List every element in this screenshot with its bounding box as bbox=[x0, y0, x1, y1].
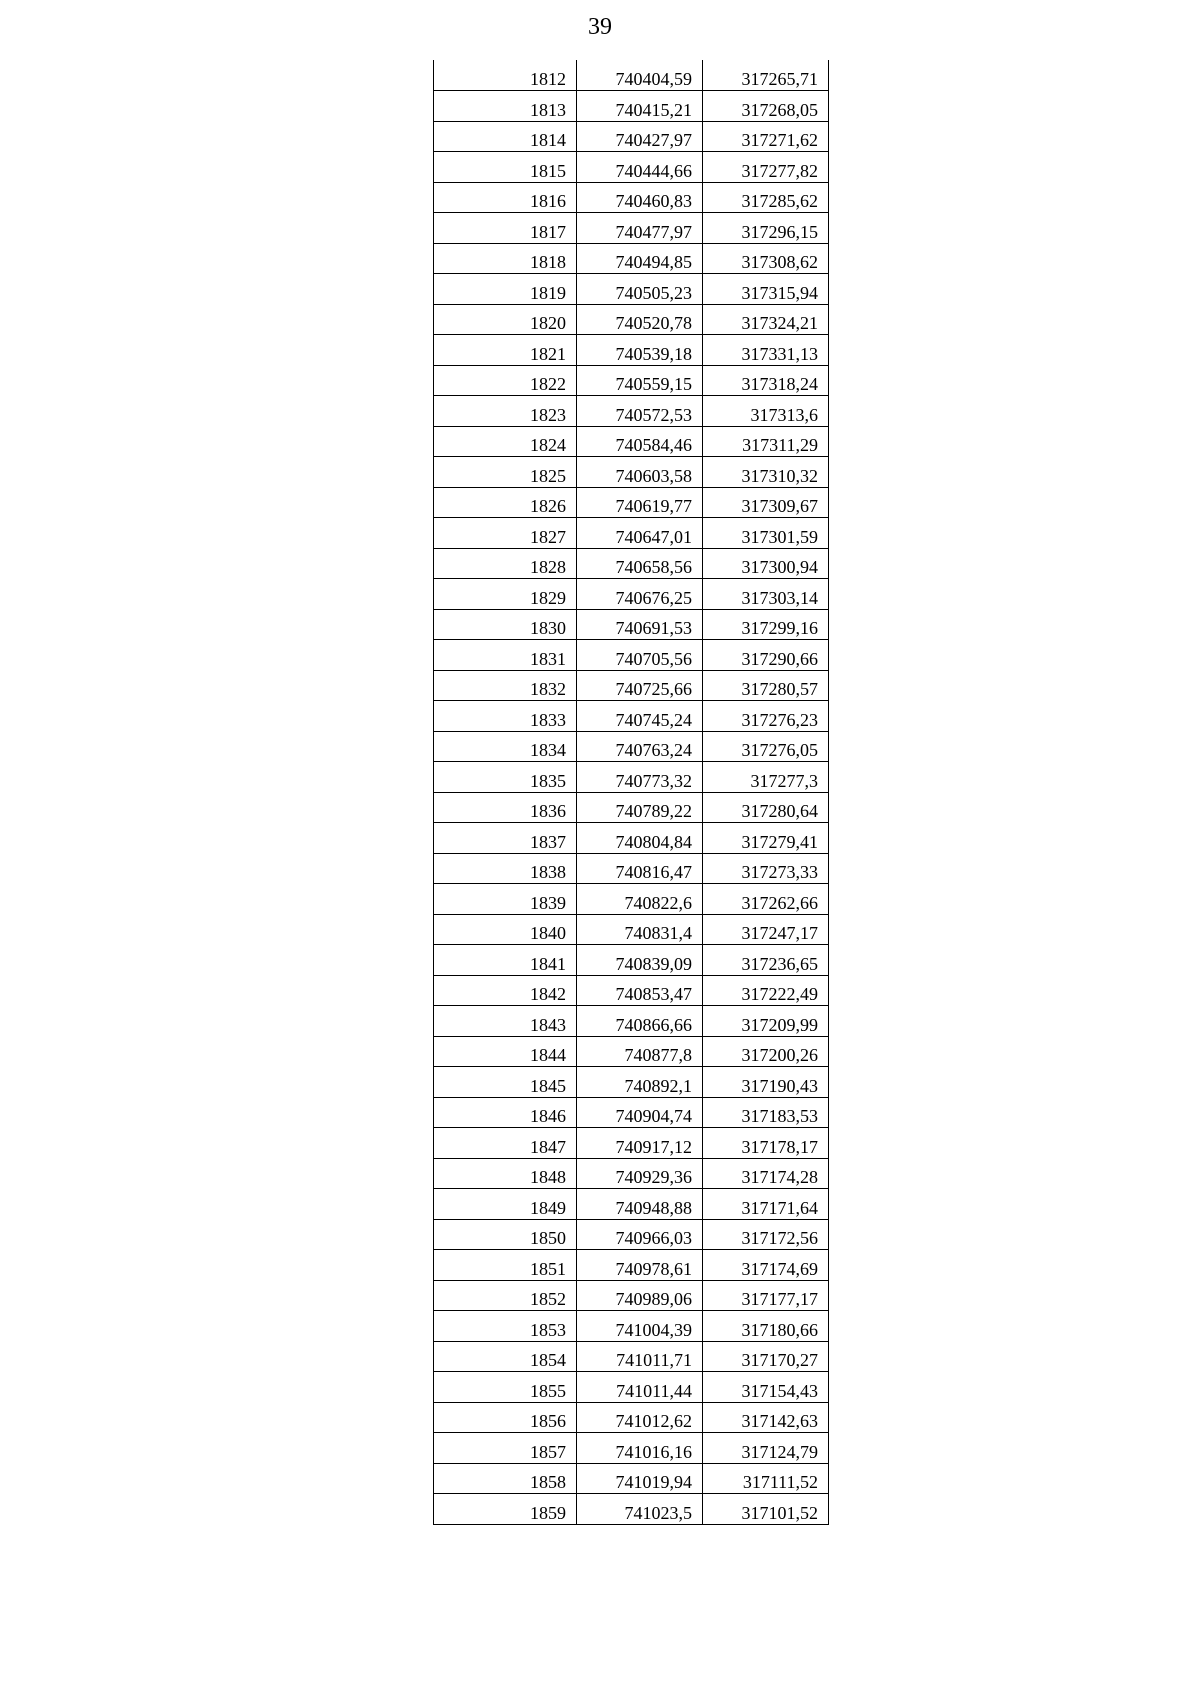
y-coordinate-cell: 317276,23 bbox=[703, 701, 829, 732]
y-coordinate-cell: 317280,57 bbox=[703, 670, 829, 701]
table-row bbox=[434, 731, 829, 762]
y-coordinate-cell: 317200,26 bbox=[703, 1036, 829, 1067]
x-coordinate-cell: 740789,22 bbox=[577, 792, 703, 823]
point-number-cell: 1815 bbox=[434, 152, 577, 183]
table-row bbox=[434, 1372, 829, 1403]
table-row bbox=[434, 1280, 829, 1311]
x-coordinate-cell: 740839,09 bbox=[577, 945, 703, 976]
table-row bbox=[434, 426, 829, 457]
x-coordinate-cell: 740816,47 bbox=[577, 853, 703, 884]
x-coordinate-cell: 740647,01 bbox=[577, 518, 703, 549]
table-row bbox=[434, 1463, 829, 1494]
x-coordinate-cell: 740773,32 bbox=[577, 762, 703, 793]
point-number-cell: 1853 bbox=[434, 1311, 577, 1342]
y-coordinate-cell: 317174,69 bbox=[703, 1250, 829, 1281]
point-number-cell: 1828 bbox=[434, 548, 577, 579]
y-coordinate-cell: 317303,14 bbox=[703, 579, 829, 610]
table-row bbox=[434, 853, 829, 884]
point-number-cell: 1831 bbox=[434, 640, 577, 671]
point-number-cell: 1835 bbox=[434, 762, 577, 793]
x-coordinate-cell: 740892,1 bbox=[577, 1067, 703, 1098]
x-coordinate-cell: 740853,47 bbox=[577, 975, 703, 1006]
table-row bbox=[434, 914, 829, 945]
y-coordinate-cell: 317285,62 bbox=[703, 182, 829, 213]
point-number-cell: 1858 bbox=[434, 1463, 577, 1494]
point-number-cell: 1855 bbox=[434, 1372, 577, 1403]
x-coordinate-cell: 741019,94 bbox=[577, 1463, 703, 1494]
x-coordinate-cell: 740725,66 bbox=[577, 670, 703, 701]
table-row bbox=[434, 396, 829, 427]
point-number-cell: 1856 bbox=[434, 1402, 577, 1433]
table-row bbox=[434, 121, 829, 152]
y-coordinate-cell: 317247,17 bbox=[703, 914, 829, 945]
point-number-cell: 1834 bbox=[434, 731, 577, 762]
point-number-cell: 1838 bbox=[434, 853, 577, 884]
x-coordinate-cell: 740804,84 bbox=[577, 823, 703, 854]
x-coordinate-cell: 740989,06 bbox=[577, 1280, 703, 1311]
y-coordinate-cell: 317178,17 bbox=[703, 1128, 829, 1159]
table-row bbox=[434, 1189, 829, 1220]
table-row bbox=[434, 548, 829, 579]
x-coordinate-cell: 741011,44 bbox=[577, 1372, 703, 1403]
point-number-cell: 1846 bbox=[434, 1097, 577, 1128]
y-coordinate-cell: 317170,27 bbox=[703, 1341, 829, 1372]
x-coordinate-cell: 740676,25 bbox=[577, 579, 703, 610]
y-coordinate-cell: 317276,05 bbox=[703, 731, 829, 762]
page-number: 39 bbox=[588, 14, 612, 40]
x-coordinate-cell: 740917,12 bbox=[577, 1128, 703, 1159]
table-row bbox=[434, 1494, 829, 1525]
x-coordinate-cell: 741023,5 bbox=[577, 1494, 703, 1525]
table-row bbox=[434, 1158, 829, 1189]
y-coordinate-cell: 317177,17 bbox=[703, 1280, 829, 1311]
y-coordinate-cell: 317290,66 bbox=[703, 640, 829, 671]
x-coordinate-cell: 740603,58 bbox=[577, 457, 703, 488]
point-number-cell: 1813 bbox=[434, 91, 577, 122]
point-number-cell: 1814 bbox=[434, 121, 577, 152]
point-number-cell: 1823 bbox=[434, 396, 577, 427]
x-coordinate-cell: 740572,53 bbox=[577, 396, 703, 427]
x-coordinate-cell: 741016,16 bbox=[577, 1433, 703, 1464]
point-number-cell: 1822 bbox=[434, 365, 577, 396]
point-number-cell: 1826 bbox=[434, 487, 577, 518]
point-number-cell: 1852 bbox=[434, 1280, 577, 1311]
table-row bbox=[434, 762, 829, 793]
x-coordinate-cell: 740904,74 bbox=[577, 1097, 703, 1128]
y-coordinate-cell: 317324,21 bbox=[703, 304, 829, 335]
y-coordinate-cell: 317313,6 bbox=[703, 396, 829, 427]
y-coordinate-cell: 317222,49 bbox=[703, 975, 829, 1006]
x-coordinate-cell: 740763,24 bbox=[577, 731, 703, 762]
x-coordinate-cell: 740966,03 bbox=[577, 1219, 703, 1250]
point-number-cell: 1824 bbox=[434, 426, 577, 457]
x-coordinate-cell: 740978,61 bbox=[577, 1250, 703, 1281]
table-row bbox=[434, 1402, 829, 1433]
table-row bbox=[434, 945, 829, 976]
x-coordinate-cell: 740929,36 bbox=[577, 1158, 703, 1189]
y-coordinate-cell: 317209,99 bbox=[703, 1006, 829, 1037]
point-number-cell: 1857 bbox=[434, 1433, 577, 1464]
table-row bbox=[434, 670, 829, 701]
y-coordinate-cell: 317299,16 bbox=[703, 609, 829, 640]
y-coordinate-cell: 317301,59 bbox=[703, 518, 829, 549]
x-coordinate-cell: 740658,56 bbox=[577, 548, 703, 579]
point-number-cell: 1843 bbox=[434, 1006, 577, 1037]
point-number-cell: 1842 bbox=[434, 975, 577, 1006]
table-row bbox=[434, 609, 829, 640]
point-number-cell: 1819 bbox=[434, 274, 577, 305]
y-coordinate-cell: 317315,94 bbox=[703, 274, 829, 305]
y-coordinate-cell: 317142,63 bbox=[703, 1402, 829, 1433]
point-number-cell: 1817 bbox=[434, 213, 577, 244]
y-coordinate-cell: 317331,13 bbox=[703, 335, 829, 366]
y-coordinate-cell: 317277,3 bbox=[703, 762, 829, 793]
x-coordinate-cell: 740415,21 bbox=[577, 91, 703, 122]
table-row bbox=[434, 335, 829, 366]
y-coordinate-cell: 317183,53 bbox=[703, 1097, 829, 1128]
point-number-cell: 1839 bbox=[434, 884, 577, 915]
y-coordinate-cell: 317174,28 bbox=[703, 1158, 829, 1189]
point-number-cell: 1816 bbox=[434, 182, 577, 213]
table-row bbox=[434, 640, 829, 671]
y-coordinate-cell: 317154,43 bbox=[703, 1372, 829, 1403]
y-coordinate-cell: 317262,66 bbox=[703, 884, 829, 915]
x-coordinate-cell: 740520,78 bbox=[577, 304, 703, 335]
point-number-cell: 1850 bbox=[434, 1219, 577, 1250]
table-row bbox=[434, 975, 829, 1006]
y-coordinate-cell: 317300,94 bbox=[703, 548, 829, 579]
y-coordinate-cell: 317171,64 bbox=[703, 1189, 829, 1220]
x-coordinate-cell: 740505,23 bbox=[577, 274, 703, 305]
x-coordinate-cell: 740619,77 bbox=[577, 487, 703, 518]
x-coordinate-cell: 740948,88 bbox=[577, 1189, 703, 1220]
y-coordinate-cell: 317101,52 bbox=[703, 1494, 829, 1525]
table-row bbox=[434, 1006, 829, 1037]
table-row bbox=[434, 304, 829, 335]
table-row bbox=[434, 579, 829, 610]
point-number-cell: 1845 bbox=[434, 1067, 577, 1098]
y-coordinate-cell: 317273,33 bbox=[703, 853, 829, 884]
table-row bbox=[434, 1341, 829, 1372]
y-coordinate-cell: 317180,66 bbox=[703, 1311, 829, 1342]
table-row bbox=[434, 152, 829, 183]
point-number-cell: 1827 bbox=[434, 518, 577, 549]
y-coordinate-cell: 317268,05 bbox=[703, 91, 829, 122]
table-row bbox=[434, 1036, 829, 1067]
point-number-cell: 1841 bbox=[434, 945, 577, 976]
x-coordinate-cell: 740477,97 bbox=[577, 213, 703, 244]
table-row bbox=[434, 213, 829, 244]
table-row bbox=[434, 1128, 829, 1159]
y-coordinate-cell: 317296,15 bbox=[703, 213, 829, 244]
x-coordinate-cell: 740404,59 bbox=[577, 60, 703, 91]
table-row bbox=[434, 487, 829, 518]
y-coordinate-cell: 317318,24 bbox=[703, 365, 829, 396]
x-coordinate-cell: 740584,46 bbox=[577, 426, 703, 457]
point-number-cell: 1837 bbox=[434, 823, 577, 854]
point-number-cell: 1818 bbox=[434, 243, 577, 274]
y-coordinate-cell: 317124,79 bbox=[703, 1433, 829, 1464]
y-coordinate-cell: 317280,64 bbox=[703, 792, 829, 823]
table-row bbox=[434, 457, 829, 488]
table-row bbox=[434, 243, 829, 274]
table-row bbox=[434, 1219, 829, 1250]
y-coordinate-cell: 317111,52 bbox=[703, 1463, 829, 1494]
table-row bbox=[434, 365, 829, 396]
point-number-cell: 1848 bbox=[434, 1158, 577, 1189]
x-coordinate-cell: 740745,24 bbox=[577, 701, 703, 732]
coordinates-table bbox=[433, 60, 829, 1525]
point-number-cell: 1830 bbox=[434, 609, 577, 640]
y-coordinate-cell: 317311,29 bbox=[703, 426, 829, 457]
x-coordinate-cell: 740705,56 bbox=[577, 640, 703, 671]
coordinates-table-body bbox=[434, 60, 829, 1524]
point-number-cell: 1820 bbox=[434, 304, 577, 335]
table-row bbox=[434, 1311, 829, 1342]
table-row bbox=[434, 60, 829, 91]
x-coordinate-cell: 741011,71 bbox=[577, 1341, 703, 1372]
y-coordinate-cell: 317190,43 bbox=[703, 1067, 829, 1098]
point-number-cell: 1812 bbox=[434, 60, 577, 91]
point-number-cell: 1832 bbox=[434, 670, 577, 701]
table-row bbox=[434, 1067, 829, 1098]
point-number-cell: 1844 bbox=[434, 1036, 577, 1067]
x-coordinate-cell: 740444,66 bbox=[577, 152, 703, 183]
y-coordinate-cell: 317236,65 bbox=[703, 945, 829, 976]
table-row bbox=[434, 701, 829, 732]
x-coordinate-cell: 740691,53 bbox=[577, 609, 703, 640]
table-row bbox=[434, 1097, 829, 1128]
x-coordinate-cell: 740877,8 bbox=[577, 1036, 703, 1067]
point-number-cell: 1859 bbox=[434, 1494, 577, 1525]
table-row bbox=[434, 1250, 829, 1281]
point-number-cell: 1829 bbox=[434, 579, 577, 610]
x-coordinate-cell: 740822,6 bbox=[577, 884, 703, 915]
point-number-cell: 1836 bbox=[434, 792, 577, 823]
table-row bbox=[434, 823, 829, 854]
y-coordinate-cell: 317308,62 bbox=[703, 243, 829, 274]
table-row bbox=[434, 792, 829, 823]
y-coordinate-cell: 317309,67 bbox=[703, 487, 829, 518]
y-coordinate-cell: 317279,41 bbox=[703, 823, 829, 854]
point-number-cell: 1854 bbox=[434, 1341, 577, 1372]
x-coordinate-cell: 741012,62 bbox=[577, 1402, 703, 1433]
x-coordinate-cell: 740539,18 bbox=[577, 335, 703, 366]
table-row bbox=[434, 1433, 829, 1464]
table-row bbox=[434, 91, 829, 122]
table-row bbox=[434, 182, 829, 213]
y-coordinate-cell: 317277,82 bbox=[703, 152, 829, 183]
point-number-cell: 1833 bbox=[434, 701, 577, 732]
point-number-cell: 1851 bbox=[434, 1250, 577, 1281]
y-coordinate-cell: 317271,62 bbox=[703, 121, 829, 152]
x-coordinate-cell: 740460,83 bbox=[577, 182, 703, 213]
y-coordinate-cell: 317265,71 bbox=[703, 60, 829, 91]
point-number-cell: 1840 bbox=[434, 914, 577, 945]
x-coordinate-cell: 741004,39 bbox=[577, 1311, 703, 1342]
table-row bbox=[434, 274, 829, 305]
point-number-cell: 1849 bbox=[434, 1189, 577, 1220]
x-coordinate-cell: 740866,66 bbox=[577, 1006, 703, 1037]
x-coordinate-cell: 740559,15 bbox=[577, 365, 703, 396]
point-number-cell: 1847 bbox=[434, 1128, 577, 1159]
table-row bbox=[434, 884, 829, 915]
table-row bbox=[434, 518, 829, 549]
x-coordinate-cell: 740831,4 bbox=[577, 914, 703, 945]
y-coordinate-cell: 317310,32 bbox=[703, 457, 829, 488]
point-number-cell: 1821 bbox=[434, 335, 577, 366]
x-coordinate-cell: 740427,97 bbox=[577, 121, 703, 152]
point-number-cell: 1825 bbox=[434, 457, 577, 488]
y-coordinate-cell: 317172,56 bbox=[703, 1219, 829, 1250]
x-coordinate-cell: 740494,85 bbox=[577, 243, 703, 274]
